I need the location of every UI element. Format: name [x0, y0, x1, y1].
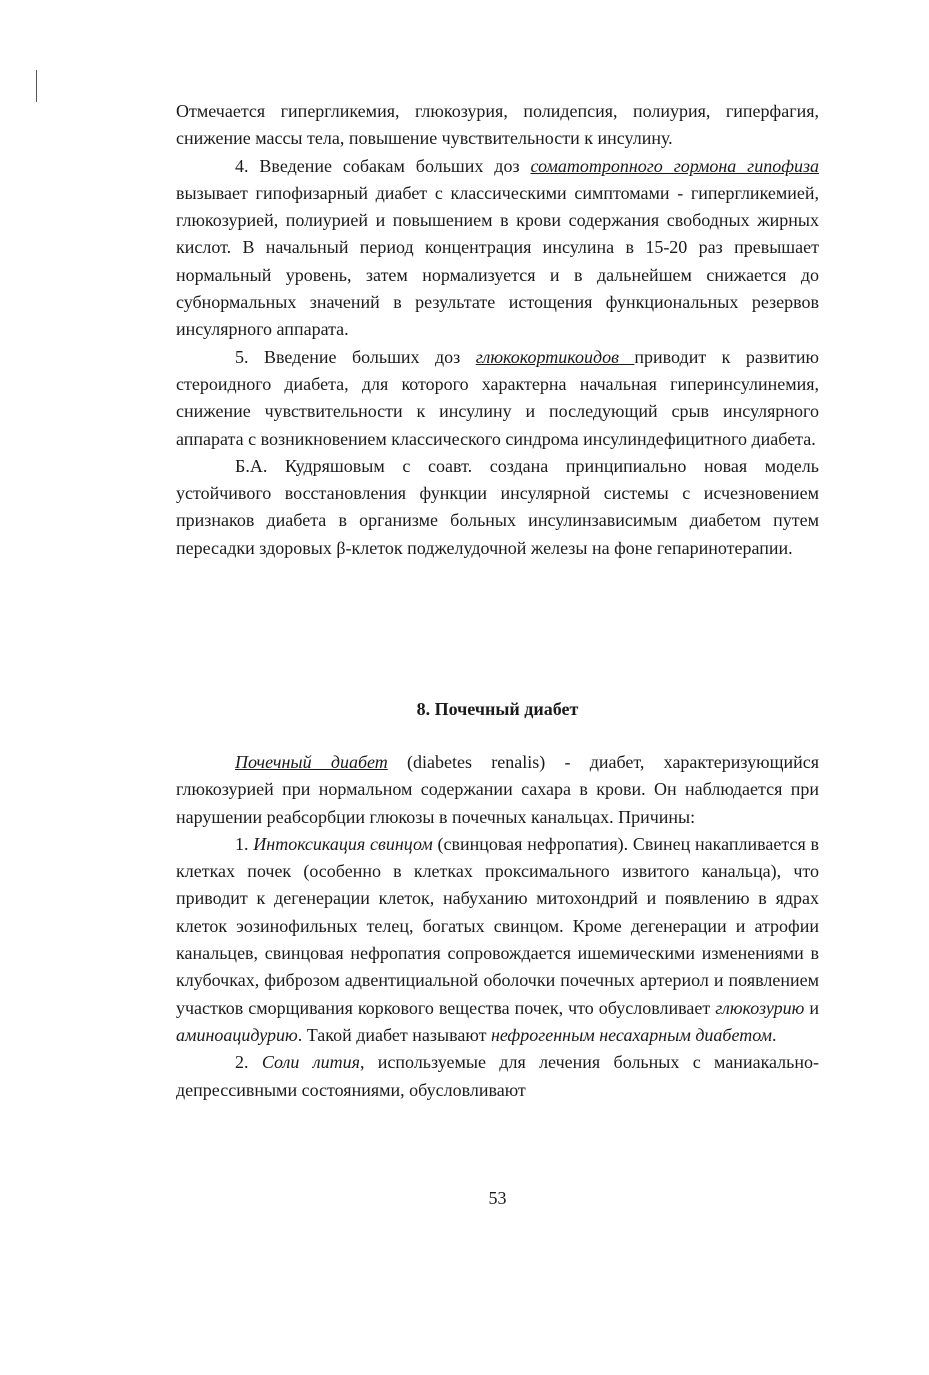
paragraph-text: 1. — [235, 833, 254, 854]
term-nephrogenic-diabetes: нефрогенным несахарным диабетом — [490, 1024, 773, 1045]
term-glucocorticoids: глюкокортикоидов — [475, 346, 635, 367]
paragraph-text: и — [804, 997, 819, 1018]
margin-mark — [36, 70, 37, 102]
paragraph-somatotropic — [176, 153, 819, 344]
paragraph-text: (diabetes renalis) - диабет, характеризующийся глюкозурией при нормальном содержании сахара в крови. Он наблюдается при нарушении реабсорбции глюкозы в почечных канальцах. Причины: — [176, 752, 819, 827]
paragraph-text: 4. Введение собакам больших доз — [235, 155, 531, 176]
paragraph-text: 2. — [235, 1052, 262, 1073]
term-somatotropic-hormone: соматотропного гормона гипофиза — [530, 155, 819, 176]
term-aminoaciduria: аминоацидурию — [176, 1024, 298, 1045]
text-block-section — [176, 749, 819, 1104]
paragraph-text: приводит к развитию стероидного диабета, для которого характерна начальная гиперинсулинемия, снижение чувствительности к инсулину и последующий срыв инсулярного аппарата с возникновением классического синдрома инсулиндефицитного диабета. — [176, 346, 820, 449]
paragraph-text: 5. Введение больших доз — [235, 346, 476, 367]
paragraph-lead-intoxication — [176, 831, 819, 1049]
paragraph-renal-diabetes — [176, 749, 819, 831]
paragraph-text: вызывает гипофизарный диабет с классическими симптомами - гипергликемией, глюкозурией, полиурией и повышением в крови содержания свободных жирных кислот. В начальный период концентрация инсулина в 15-20 раз превышает нормальный уровень, затем нормализуется и в дальнейшем снижается до субнормальных значений в результате истощения функциональных резервов инсулярного аппарата. — [176, 182, 819, 340]
paragraph-text: , используемые для лечения больных с маниакально-депрессивными состояниями, обусловливают — [176, 1052, 820, 1100]
paragraph-kudryashov: Б.А. Кудряшовым с соавт. создана принципиально новая модель устойчивого восстановления функции инсулярной системы с исчезновением признаков диабета в организме больных инсулинзависимым диабетом путем пересадки здоровых β-клеток поджелудочной железы на фоне гепаринотерапии. — [176, 455, 819, 558]
paragraph-text: (свинцовая нефропатия). Свинец накапливается в клетках почек (особенно в клетках проксимального извитого канальца), что приводит к дегенерации клеток, набуханию митохондрий и появлению в ядрах клеток эозинофильных телец, богатых свинцом. Кроме дегенерации и атрофии канальцев, свинцовая нефропатия сопровождается ишемическими изменениями в клубочках, фиброзом адвентициальной оболочки почечных артериол и появлением участков сморщивания коркового вещества почек, что обусловливает — [176, 833, 820, 1018]
text-block-top — [176, 98, 819, 562]
paragraph-text: . — [772, 1024, 777, 1045]
term-renal-diabetes: Почечный диабет — [235, 752, 388, 772]
paragraph-glucocorticoids — [176, 344, 819, 453]
paragraph-lithium — [176, 1049, 819, 1104]
paragraph-text: . Такой диабет называют — [297, 1024, 491, 1045]
paragraph-hyperglycemia: Отмечается гипергликемия, глюкозурия, полидепсия, полиурия, гиперфагия, снижение массы тела, повышение чувствительности к инсулину. — [176, 101, 819, 149]
page-number: 53 — [488, 1188, 507, 1208]
term-lithium-salts: Соли лития — [261, 1052, 360, 1073]
term-lead-intoxication: Интоксикация свинцом — [253, 833, 433, 854]
term-glucosuria: глюкозурию — [715, 997, 805, 1018]
section-heading: 8. Почечный диабет — [416, 699, 579, 719]
